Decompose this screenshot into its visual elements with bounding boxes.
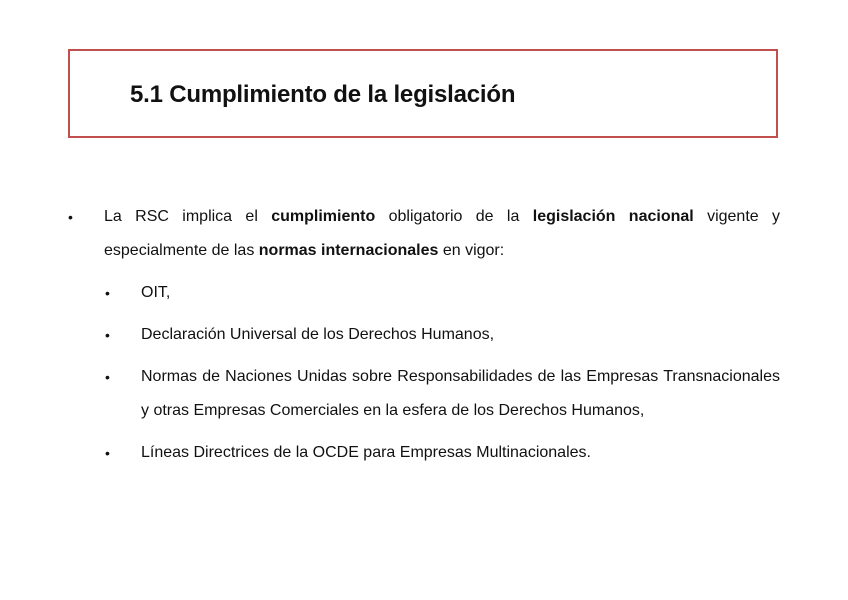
- sub-bullet-text: Líneas Directrices de la OCDE para Empresas Multinacionales.: [141, 444, 591, 461]
- bullet-dot-icon: •: [105, 285, 110, 301]
- bullet-dot-icon: •: [105, 327, 110, 343]
- main-bullet-text: [104, 200, 780, 268]
- slide-title: 5.1 Cumplimiento de la legislación: [130, 81, 516, 108]
- sub-bullet-text: Normas de Naciones Unidas sobre Responsabilidades de las Empresas Transnacionales y otras Empresas Comerciales en la esfera de los Derechos Humanos,: [141, 368, 780, 419]
- sub-bullet-text: Declaración Universal de los Derechos Humanos,: [141, 326, 495, 343]
- sub-bullet-ocde: [68, 436, 780, 470]
- main-bullet-text-part: vigente y especialmente de las: [104, 208, 781, 259]
- main-bullet-text-part: obligatorio de la: [375, 208, 533, 225]
- bullet-dot-icon: •: [105, 445, 110, 461]
- sub-bullet-text: OIT,: [141, 284, 171, 301]
- title-box: [68, 49, 778, 138]
- bullet-dot-icon: •: [68, 209, 73, 225]
- bold-term-normas-internacionales: normas internacionales: [258, 242, 439, 259]
- bold-term-cumplimiento: cumplimiento: [271, 208, 376, 225]
- main-bullet-text-part: La RSC implica el: [104, 208, 272, 225]
- main-bullet: [68, 200, 780, 268]
- bold-term-legislacion-nacional: legislación nacional: [532, 208, 694, 225]
- slide-content: [68, 200, 780, 470]
- sub-bullet-oit: [68, 276, 780, 310]
- sub-bullet-declaracion: [68, 318, 780, 352]
- bullet-dot-icon: •: [105, 369, 110, 385]
- main-bullet-text-part: en vigor:: [438, 242, 505, 259]
- sub-bullet-normas-onu: [68, 360, 780, 428]
